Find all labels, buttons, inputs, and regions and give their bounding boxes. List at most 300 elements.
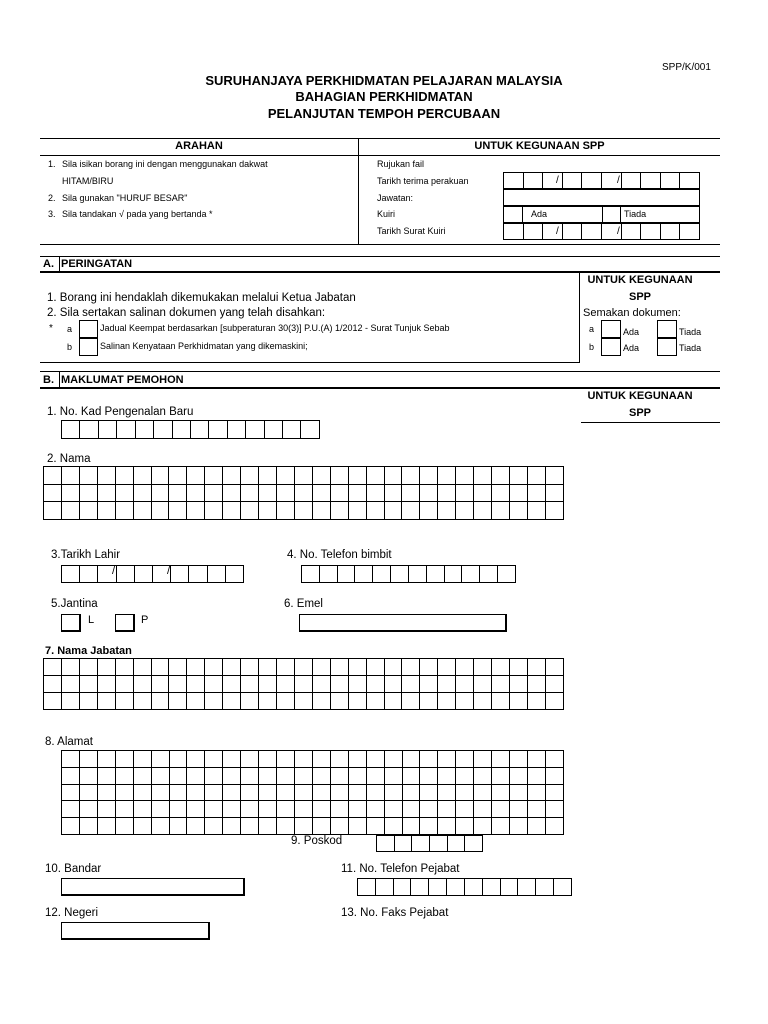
semakan-a-ada-checkbox[interactable] [601, 320, 621, 338]
grid-cell[interactable] [438, 467, 456, 485]
semakan-b-ada-checkbox[interactable] [601, 338, 621, 356]
grid-cell[interactable] [527, 467, 545, 485]
grid-cell[interactable] [115, 693, 133, 710]
grid-cell[interactable] [420, 659, 438, 676]
grid-cell[interactable] [456, 767, 474, 784]
grid-cell[interactable] [492, 467, 510, 485]
grid-cell[interactable] [276, 693, 294, 710]
grid-cell[interactable] [545, 818, 563, 835]
grid-cell[interactable] [545, 467, 563, 485]
emel-field[interactable] [299, 614, 507, 632]
kad-pengenalan-cells[interactable] [61, 420, 320, 439]
grid-cell[interactable] [169, 659, 187, 676]
grid-cell[interactable] [420, 484, 438, 502]
poskod-cells[interactable] [376, 835, 483, 852]
grid-cell[interactable] [384, 502, 402, 520]
grid-cell[interactable] [330, 801, 348, 818]
grid-cell[interactable] [294, 467, 312, 485]
grid-cell[interactable] [527, 818, 545, 835]
grid-cell[interactable] [545, 502, 563, 520]
grid-cell[interactable] [44, 693, 62, 710]
grid-cell[interactable] [474, 659, 492, 676]
grid-cell[interactable] [205, 502, 223, 520]
grid-cell[interactable] [348, 693, 366, 710]
grid-cell[interactable] [97, 676, 115, 693]
grid-cell[interactable] [133, 659, 151, 676]
grid-cell[interactable] [456, 502, 474, 520]
tarikh-terima-cells[interactable] [503, 172, 700, 189]
grid-cell[interactable] [276, 467, 294, 485]
grid-cell[interactable] [276, 676, 294, 693]
grid-cell[interactable] [169, 502, 187, 520]
grid-cell[interactable] [402, 676, 420, 693]
grid-cell[interactable] [259, 801, 277, 818]
grid-cell[interactable] [366, 676, 384, 693]
grid-cell[interactable] [348, 502, 366, 520]
grid-cell[interactable] [187, 676, 205, 693]
grid-cell[interactable] [133, 801, 151, 818]
grid-cell[interactable] [527, 751, 545, 768]
grid-cell[interactable] [61, 659, 79, 676]
grid-cell[interactable] [366, 502, 384, 520]
grid-cell[interactable] [133, 784, 151, 801]
grid-cell[interactable] [79, 676, 97, 693]
grid-cell[interactable] [312, 751, 330, 768]
grid-cell[interactable] [133, 693, 151, 710]
grid-cell[interactable] [420, 693, 438, 710]
grid-cell[interactable] [62, 767, 80, 784]
grid-cell[interactable] [97, 659, 115, 676]
grid-cell[interactable] [294, 767, 312, 784]
grid-cell[interactable] [438, 767, 456, 784]
grid-cell[interactable] [384, 484, 402, 502]
grid-cell[interactable] [294, 801, 312, 818]
tarikh-kuiri-cells[interactable] [503, 223, 700, 240]
grid-cell[interactable] [133, 676, 151, 693]
grid-cell[interactable] [133, 751, 151, 768]
grid-cell[interactable] [330, 676, 348, 693]
grid-cell[interactable] [79, 467, 97, 485]
grid-cell[interactable] [527, 784, 545, 801]
grid-cell[interactable] [241, 502, 259, 520]
grid-cell[interactable] [438, 784, 456, 801]
grid-cell[interactable] [510, 801, 528, 818]
grid-cell[interactable] [187, 784, 205, 801]
grid-cell[interactable] [384, 467, 402, 485]
grid-cell[interactable] [474, 693, 492, 710]
grid-cell[interactable] [259, 659, 277, 676]
grid-cell[interactable] [241, 784, 259, 801]
telefon-pejabat-cells[interactable] [357, 878, 572, 896]
grid-cell[interactable] [456, 801, 474, 818]
grid-cell[interactable] [169, 693, 187, 710]
grid-cell[interactable] [62, 751, 80, 768]
grid-cell[interactable] [115, 751, 133, 768]
grid-cell[interactable] [61, 484, 79, 502]
grid-cell[interactable] [115, 801, 133, 818]
grid-cell[interactable] [492, 659, 510, 676]
grid-cell[interactable] [366, 784, 384, 801]
grid-cell[interactable] [277, 818, 295, 835]
grid-cell[interactable] [223, 767, 241, 784]
grid-cell[interactable] [241, 818, 259, 835]
grid-cell[interactable] [366, 659, 384, 676]
grid-cell[interactable] [474, 502, 492, 520]
grid-cell[interactable] [169, 818, 187, 835]
grid-cell[interactable] [241, 751, 259, 768]
grid-cell[interactable] [510, 784, 528, 801]
grid-cell[interactable] [79, 818, 97, 835]
grid-cell[interactable] [384, 784, 402, 801]
grid-cell[interactable] [115, 502, 133, 520]
grid-cell[interactable] [133, 767, 151, 784]
grid-cell[interactable] [545, 676, 563, 693]
grid-cell[interactable] [205, 659, 223, 676]
grid-cell[interactable] [527, 484, 545, 502]
grid-cell[interactable] [259, 818, 277, 835]
grid-cell[interactable] [61, 676, 79, 693]
grid-cell[interactable] [509, 693, 527, 710]
grid-cell[interactable] [223, 751, 241, 768]
nama-grid[interactable] [43, 466, 564, 520]
grid-cell[interactable] [115, 784, 133, 801]
grid-cell[interactable] [62, 818, 80, 835]
grid-cell[interactable] [97, 467, 115, 485]
grid-cell[interactable] [545, 484, 563, 502]
grid-cell[interactable] [438, 484, 456, 502]
tarikh-lahir-cells[interactable] [61, 565, 244, 583]
grid-cell[interactable] [492, 693, 510, 710]
grid-cell[interactable] [527, 659, 545, 676]
grid-cell[interactable] [169, 467, 187, 485]
grid-cell[interactable] [474, 751, 492, 768]
grid-cell[interactable] [420, 502, 438, 520]
grid-cell[interactable] [348, 784, 366, 801]
grid-cell[interactable] [545, 801, 563, 818]
grid-cell[interactable] [438, 801, 456, 818]
grid-cell[interactable] [259, 767, 277, 784]
grid-cell[interactable] [384, 751, 402, 768]
grid-cell[interactable] [241, 484, 259, 502]
grid-cell[interactable] [169, 767, 187, 784]
grid-cell[interactable] [187, 751, 205, 768]
grid-cell[interactable] [97, 484, 115, 502]
grid-cell[interactable] [223, 502, 241, 520]
grid-cell[interactable] [79, 767, 97, 784]
grid-cell[interactable] [348, 818, 366, 835]
grid-cell[interactable] [79, 502, 97, 520]
grid-cell[interactable] [259, 484, 277, 502]
doc-a-checkbox[interactable] [79, 320, 98, 338]
grid-cell[interactable] [223, 484, 241, 502]
grid-cell[interactable] [384, 767, 402, 784]
grid-cell[interactable] [223, 801, 241, 818]
grid-cell[interactable] [330, 784, 348, 801]
nama-jabatan-grid[interactable] [43, 658, 564, 710]
grid-cell[interactable] [97, 751, 115, 768]
grid-cell[interactable] [312, 659, 330, 676]
grid-cell[interactable] [241, 659, 259, 676]
grid-cell[interactable] [133, 484, 151, 502]
grid-cell[interactable] [44, 484, 62, 502]
alamat-grid[interactable] [61, 750, 564, 835]
grid-cell[interactable] [259, 676, 277, 693]
grid-cell[interactable] [205, 767, 223, 784]
grid-cell[interactable] [456, 693, 474, 710]
grid-cell[interactable] [294, 484, 312, 502]
grid-cell[interactable] [169, 676, 187, 693]
grid-cell[interactable] [509, 659, 527, 676]
grid-cell[interactable] [97, 801, 115, 818]
grid-cell[interactable] [312, 784, 330, 801]
grid-cell[interactable] [294, 784, 312, 801]
grid-cell[interactable] [62, 801, 80, 818]
grid-cell[interactable] [420, 767, 438, 784]
grid-cell[interactable] [61, 502, 79, 520]
grid-cell[interactable] [474, 801, 492, 818]
grid-cell[interactable] [312, 502, 330, 520]
grid-cell[interactable] [276, 659, 294, 676]
grid-cell[interactable] [133, 502, 151, 520]
grid-cell[interactable] [294, 818, 312, 835]
grid-cell[interactable] [402, 751, 420, 768]
grid-cell[interactable] [366, 693, 384, 710]
grid-cell[interactable] [330, 484, 348, 502]
grid-cell[interactable] [348, 767, 366, 784]
grid-cell[interactable] [312, 801, 330, 818]
grid-cell[interactable] [545, 751, 563, 768]
grid-cell[interactable] [402, 818, 420, 835]
grid-cell[interactable] [348, 676, 366, 693]
grid-cell[interactable] [115, 818, 133, 835]
grid-cell[interactable] [492, 784, 510, 801]
grid-cell[interactable] [223, 784, 241, 801]
grid-cell[interactable] [61, 467, 79, 485]
grid-cell[interactable] [420, 818, 438, 835]
grid-cell[interactable] [438, 676, 456, 693]
grid-cell[interactable] [402, 693, 420, 710]
jawatan-field[interactable] [503, 189, 700, 206]
grid-cell[interactable] [205, 467, 223, 485]
grid-cell[interactable] [151, 801, 169, 818]
grid-cell[interactable] [169, 801, 187, 818]
grid-cell[interactable] [420, 751, 438, 768]
grid-cell[interactable] [62, 784, 80, 801]
grid-cell[interactable] [312, 467, 330, 485]
grid-cell[interactable] [223, 676, 241, 693]
grid-cell[interactable] [366, 818, 384, 835]
grid-cell[interactable] [438, 751, 456, 768]
grid-cell[interactable] [330, 767, 348, 784]
grid-cell[interactable] [205, 676, 223, 693]
grid-cell[interactable] [509, 484, 527, 502]
grid-cell[interactable] [115, 467, 133, 485]
grid-cell[interactable] [402, 502, 420, 520]
grid-cell[interactable] [312, 484, 330, 502]
grid-cell[interactable] [510, 767, 528, 784]
grid-cell[interactable] [474, 767, 492, 784]
grid-cell[interactable] [545, 693, 563, 710]
grid-cell[interactable] [456, 659, 474, 676]
grid-cell[interactable] [151, 502, 169, 520]
semakan-b-tiada-checkbox[interactable] [657, 338, 677, 356]
grid-cell[interactable] [330, 751, 348, 768]
grid-cell[interactable] [61, 693, 79, 710]
grid-cell[interactable] [420, 467, 438, 485]
grid-cell[interactable] [545, 767, 563, 784]
grid-cell[interactable] [510, 818, 528, 835]
grid-cell[interactable] [438, 502, 456, 520]
grid-cell[interactable] [420, 784, 438, 801]
grid-cell[interactable] [276, 502, 294, 520]
grid-cell[interactable] [79, 751, 97, 768]
grid-cell[interactable] [384, 818, 402, 835]
doc-b-checkbox[interactable] [79, 338, 98, 356]
grid-cell[interactable] [474, 467, 492, 485]
grid-cell[interactable] [241, 693, 259, 710]
grid-cell[interactable] [277, 784, 295, 801]
grid-cell[interactable] [79, 484, 97, 502]
grid-cell[interactable] [277, 801, 295, 818]
grid-cell[interactable] [456, 784, 474, 801]
grid-cell[interactable] [187, 693, 205, 710]
grid-cell[interactable] [79, 693, 97, 710]
grid-cell[interactable] [492, 751, 510, 768]
grid-cell[interactable] [402, 659, 420, 676]
grid-cell[interactable] [151, 659, 169, 676]
grid-cell[interactable] [527, 767, 545, 784]
grid-cell[interactable] [259, 751, 277, 768]
grid-cell[interactable] [115, 676, 133, 693]
grid-cell[interactable] [205, 693, 223, 710]
grid-cell[interactable] [97, 502, 115, 520]
grid-cell[interactable] [169, 784, 187, 801]
grid-cell[interactable] [241, 801, 259, 818]
grid-cell[interactable] [151, 784, 169, 801]
grid-cell[interactable] [474, 818, 492, 835]
grid-cell[interactable] [44, 659, 62, 676]
grid-cell[interactable] [420, 801, 438, 818]
grid-cell[interactable] [97, 818, 115, 835]
grid-cell[interactable] [294, 751, 312, 768]
grid-cell[interactable] [151, 484, 169, 502]
grid-cell[interactable] [492, 502, 510, 520]
grid-cell[interactable] [492, 801, 510, 818]
grid-cell[interactable] [366, 751, 384, 768]
negeri-field[interactable] [61, 922, 210, 940]
grid-cell[interactable] [330, 818, 348, 835]
grid-cell[interactable] [384, 801, 402, 818]
grid-cell[interactable] [348, 484, 366, 502]
grid-cell[interactable] [259, 784, 277, 801]
grid-cell[interactable] [151, 767, 169, 784]
grid-cell[interactable] [492, 767, 510, 784]
grid-cell[interactable] [348, 467, 366, 485]
grid-cell[interactable] [330, 693, 348, 710]
grid-cell[interactable] [115, 484, 133, 502]
grid-cell[interactable] [241, 676, 259, 693]
grid-cell[interactable] [348, 659, 366, 676]
grid-cell[interactable] [151, 467, 169, 485]
grid-cell[interactable] [438, 818, 456, 835]
grid-cell[interactable] [205, 784, 223, 801]
grid-cell[interactable] [348, 751, 366, 768]
grid-cell[interactable] [187, 801, 205, 818]
grid-cell[interactable] [312, 818, 330, 835]
grid-cell[interactable] [79, 801, 97, 818]
grid-cell[interactable] [187, 767, 205, 784]
grid-cell[interactable] [259, 502, 277, 520]
grid-cell[interactable] [187, 818, 205, 835]
grid-cell[interactable] [366, 801, 384, 818]
grid-cell[interactable] [402, 467, 420, 485]
grid-cell[interactable] [294, 676, 312, 693]
grid-cell[interactable] [241, 767, 259, 784]
grid-cell[interactable] [276, 484, 294, 502]
grid-cell[interactable] [97, 784, 115, 801]
grid-cell[interactable] [402, 767, 420, 784]
grid-cell[interactable] [366, 484, 384, 502]
grid-cell[interactable] [510, 751, 528, 768]
grid-cell[interactable] [133, 467, 151, 485]
grid-cell[interactable] [294, 502, 312, 520]
grid-cell[interactable] [402, 801, 420, 818]
grid-cell[interactable] [348, 801, 366, 818]
grid-cell[interactable] [438, 659, 456, 676]
grid-cell[interactable] [438, 693, 456, 710]
grid-cell[interactable] [187, 467, 205, 485]
grid-cell[interactable] [312, 693, 330, 710]
jantina-p-checkbox[interactable] [115, 614, 135, 632]
grid-cell[interactable] [366, 467, 384, 485]
grid-cell[interactable] [79, 784, 97, 801]
grid-cell[interactable] [509, 502, 527, 520]
grid-cell[interactable] [294, 659, 312, 676]
grid-cell[interactable] [187, 484, 205, 502]
grid-cell[interactable] [527, 801, 545, 818]
grid-cell[interactable] [151, 818, 169, 835]
grid-cell[interactable] [259, 467, 277, 485]
grid-cell[interactable] [330, 502, 348, 520]
grid-cell[interactable] [205, 801, 223, 818]
grid-cell[interactable] [312, 676, 330, 693]
grid-cell[interactable] [97, 693, 115, 710]
grid-cell[interactable] [223, 693, 241, 710]
grid-cell[interactable] [133, 818, 151, 835]
grid-cell[interactable] [420, 676, 438, 693]
grid-cell[interactable] [97, 767, 115, 784]
grid-cell[interactable] [187, 659, 205, 676]
grid-cell[interactable] [456, 751, 474, 768]
grid-cell[interactable] [115, 767, 133, 784]
semakan-a-tiada-checkbox[interactable] [657, 320, 677, 338]
grid-cell[interactable] [151, 693, 169, 710]
grid-cell[interactable] [384, 676, 402, 693]
grid-cell[interactable] [44, 676, 62, 693]
grid-cell[interactable] [294, 693, 312, 710]
grid-cell[interactable] [44, 502, 62, 520]
grid-cell[interactable] [187, 502, 205, 520]
grid-cell[interactable] [330, 467, 348, 485]
bandar-field[interactable] [61, 878, 245, 896]
grid-cell[interactable] [545, 784, 563, 801]
grid-cell[interactable] [259, 693, 277, 710]
grid-cell[interactable] [223, 659, 241, 676]
grid-cell[interactable] [223, 467, 241, 485]
grid-cell[interactable] [456, 484, 474, 502]
grid-cell[interactable] [151, 676, 169, 693]
grid-cell[interactable] [44, 467, 62, 485]
